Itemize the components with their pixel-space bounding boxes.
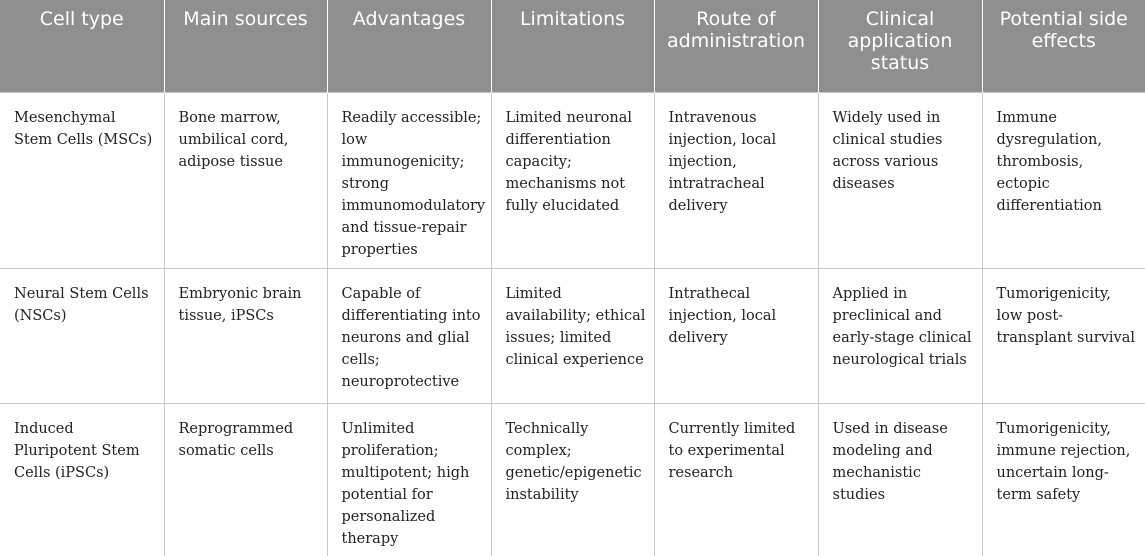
clinical-status-value: Used in disease modeling and mechanistic studies [818, 403, 982, 556]
header-cell-type: Cell type [0, 0, 164, 92]
route-value: Intrathecal injection, local delivery [654, 268, 818, 403]
main-sources-value: Embryonic brain tissue, iPSCs [164, 268, 327, 403]
header-main-sources: Main sources [164, 0, 327, 92]
table-row [0, 92, 1145, 268]
side-effects-value: Tumorigenicity, immune rejection, uncertain long-term safety [982, 403, 1145, 556]
side-effects-value: Tumorigenicity, low post-transplant survival [982, 268, 1145, 403]
header-row [0, 0, 1145, 92]
route-value: Intravenous injection, local injection, intratracheal delivery [654, 92, 818, 268]
table-row [0, 268, 1145, 403]
cell-type-value: Neural Stem Cells (NSCs) [0, 268, 164, 403]
clinical-status-value: Widely used in clinical studies across various diseases [818, 92, 982, 268]
header-route-of-administration: Route of administration [654, 0, 818, 92]
limitations-value: Limited availability; ethical issues; limited clinical experience [491, 268, 654, 403]
limitations-value: Technically complex; genetic/epigenetic instability [491, 403, 654, 556]
main-sources-value: Reprogrammed somatic cells [164, 403, 327, 556]
side-effects-value: Immune dysregulation, thrombosis, ectopic differentiation [982, 92, 1145, 268]
table-header [0, 0, 1145, 92]
table-body [0, 92, 1145, 556]
header-clinical-application-status: Clinical application status [818, 0, 982, 92]
header-potential-side-effects: Potential side effects [982, 0, 1145, 92]
header-limitations: Limitations [491, 0, 654, 92]
main-sources-value: Bone marrow, umbilical cord, adipose tissue [164, 92, 327, 268]
cell-type-value: Mesenchymal Stem Cells (MSCs) [0, 92, 164, 268]
table-row [0, 403, 1145, 556]
route-value: Currently limited to experimental research [654, 403, 818, 556]
header-advantages: Advantages [327, 0, 491, 92]
advantages-value: Capable of differentiating into neurons and glial cells; neuroprotective [327, 268, 491, 403]
cell-type-value: Induced Pluripotent Stem Cells (iPSCs) [0, 403, 164, 556]
advantages-value: Readily accessible; low immunogenicity; strong immunomodulatory and tissue-repair properties [327, 92, 491, 268]
advantages-value: Unlimited proliferation; multipotent; high potential for personalized therapy [327, 403, 491, 556]
limitations-value: Limited neuronal differentiation capacity; mechanisms not fully elucidated [491, 92, 654, 268]
clinical-status-value: Applied in preclinical and early-stage clinical neurological trials [818, 268, 982, 403]
